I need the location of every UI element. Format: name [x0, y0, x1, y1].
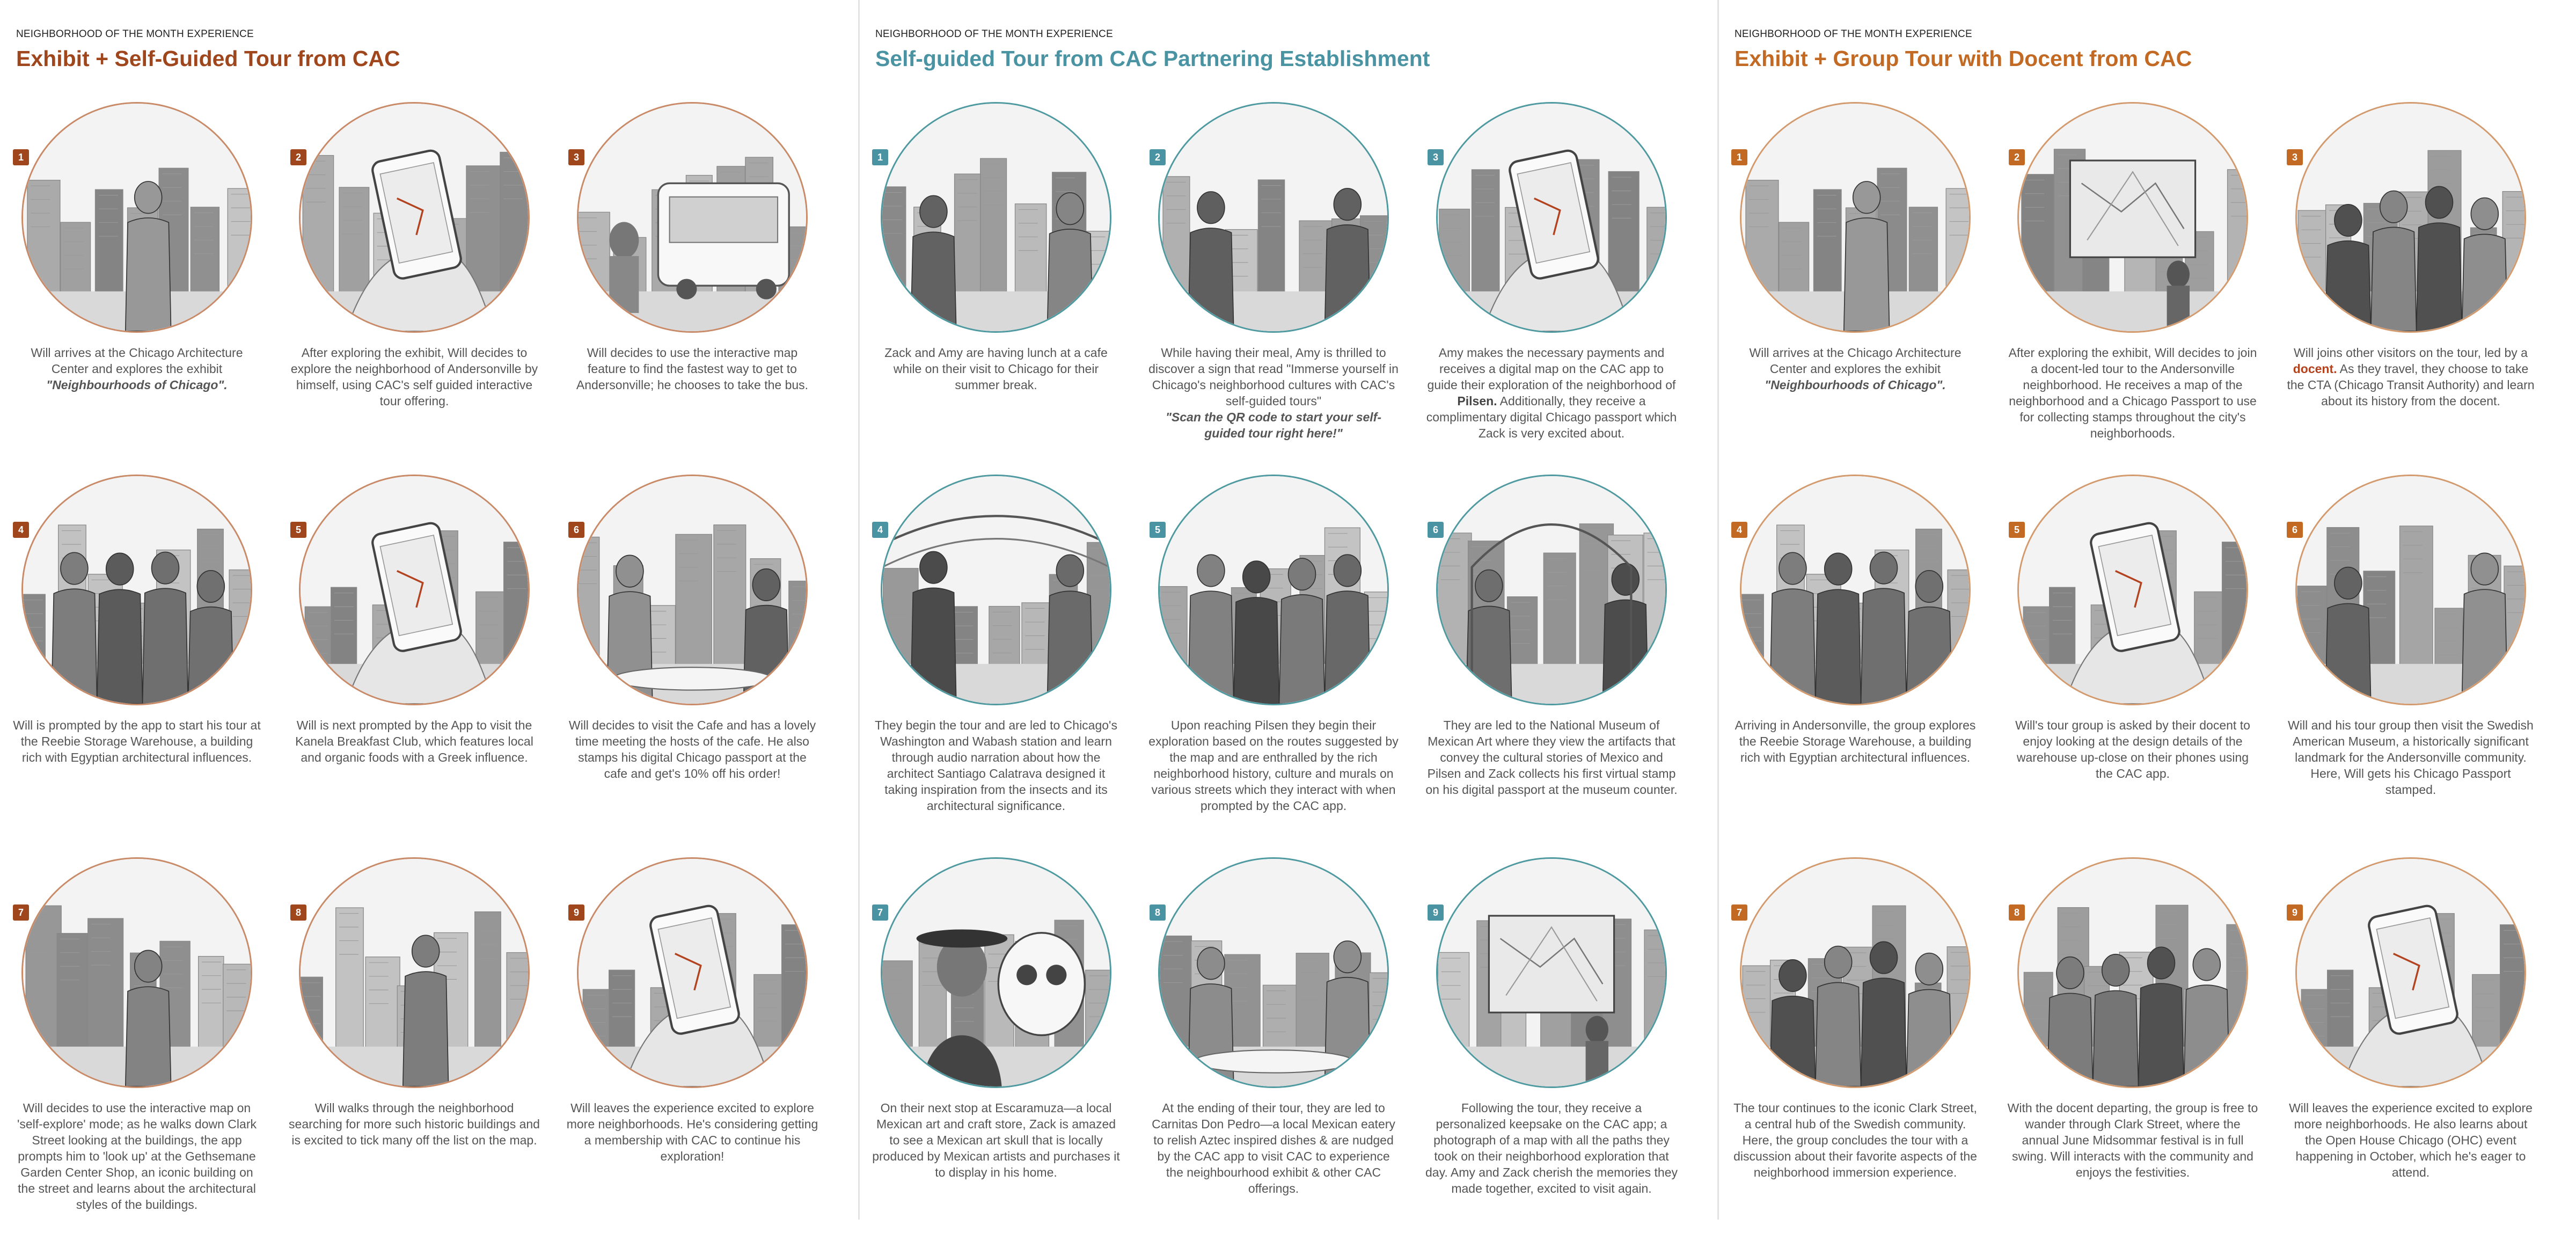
step-caption	[11, 345, 263, 393]
paper-map-icon	[2017, 102, 2248, 333]
story-step	[2007, 857, 2259, 1233]
step-number-badge: 9	[1428, 904, 1444, 921]
story-step	[870, 102, 1122, 478]
story-step	[1425, 102, 1678, 478]
story-step	[288, 102, 540, 478]
step-number-badge: 5	[1150, 522, 1166, 538]
step-number-badge: 8	[1150, 904, 1166, 921]
story-step	[11, 857, 263, 1233]
step-number-badge: 3	[2287, 149, 2303, 165]
step-number-badge: 4	[872, 522, 888, 538]
couple-city-icon	[1158, 102, 1389, 333]
caption-text-post: Additionally, they receive a complimentary digital Chicago passport which Zack is very excited about.	[1426, 394, 1677, 440]
skyline-icon	[881, 102, 1111, 333]
step-number-badge: 6	[2287, 522, 2303, 538]
houses-icon	[299, 857, 530, 1088]
boy-exhibit-icon	[1740, 102, 1971, 333]
phone-hand-icon	[2295, 857, 2526, 1088]
step-caption	[2007, 1100, 2259, 1180]
story-step	[11, 102, 263, 478]
caption-text: Will leaves the experience excited to explore more neighborhoods. He's considering getting a membership with CAC to continue his exploration!	[566, 1101, 818, 1163]
phone-map-icon	[299, 102, 530, 333]
group-icon	[2295, 102, 2526, 333]
caption-text: Will's tour group is asked by their docent to enjoy looking at the design details of the warehouse up-close on their phones using the CAC app.	[2015, 718, 2250, 780]
step-number-badge: 1	[13, 149, 29, 165]
group-icon	[1740, 857, 1971, 1088]
caption-text: After exploring the exhibit, Will decides to join a docent-led tour to the Andersonville neighborhood. He receives a map of the neighborhood and a Chicago Passport to use for collecting stamps throughout the city's neighborhoods.	[2008, 346, 2257, 440]
caption-text-post: As they travel, they choose to take the CTA (Chicago Transit Authority) and learn about its history from the docent.	[2287, 362, 2535, 408]
step-number-badge: 9	[568, 904, 584, 921]
caption-text: On their next stop at Escaramuza—a local Mexican art and craft store, Zack is amazed to see a Mexican art skull that is locally produced by Mexican artists and purchases it to display in his home.	[872, 1101, 1120, 1179]
step-number-badge: 5	[290, 522, 306, 538]
phone-couple-icon	[1436, 102, 1667, 333]
caption-text: Will and his tour group then visit the Swedish American Museum, a historically significant landmark for the Andersonville community. Here, Will gets his Chicago Passport stamped.	[2288, 718, 2534, 797]
story-step	[870, 475, 1122, 850]
scenario-panel-2	[859, 0, 1717, 1220]
story-step	[2007, 102, 2259, 478]
step-caption	[288, 345, 540, 409]
story-step	[1147, 475, 1400, 850]
boy-exhibit-icon	[21, 102, 252, 333]
step-number-badge: 8	[290, 904, 306, 921]
step-number-badge: 4	[13, 522, 29, 538]
step-number-badge: 7	[1731, 904, 1747, 921]
caption-text: Following the tour, they receive a personalized keepsake on the CAC app; a photograph of a map with all the paths they took on their neighborhood exploration that day. Amy and Zack cherish the memories they made together, excited to visit again.	[1425, 1101, 1678, 1195]
story-step	[2285, 857, 2537, 1233]
phone-hand-icon	[2017, 475, 2248, 705]
step-number-badge: 2	[290, 149, 306, 165]
step-caption	[2285, 717, 2537, 798]
story-step	[288, 857, 540, 1233]
step-caption	[1729, 717, 1981, 765]
caption-text: They are led to the National Museum of Mexican Art where they view the artifacts that convey the cultural stories of Mexico and Pilsen and Zack collects his first virtual stamp on his digital passport at the museum counter.	[1425, 718, 1678, 797]
step-number-badge: 2	[2009, 149, 2025, 165]
caption-text: Will decides to visit the Cafe and has a lovely time meeting the hosts of the cafe. He also stamps his digital Chicago passport at the cafe and get's 10% off his order!	[568, 718, 816, 780]
panel-eyebrow: NEIGHBORHOOD OF THE MONTH EXPERIENCE	[1735, 28, 1972, 40]
caption-text: Upon reaching Pilsen they begin their exploration based on the routes suggested by the map and are enthralled by the rich neighborhood history, culture and murals on various streets which they interact with when prompted by the CAC app.	[1148, 718, 1399, 813]
step-caption	[1729, 345, 1981, 393]
step-caption	[288, 1100, 540, 1148]
step-number-badge: 7	[13, 904, 29, 921]
caption-text: Will leaves the experience excited to explore more neighborhoods. He also learns about the Open House Chicago (OHC) event happening in October, which he's eager to attend.	[2289, 1101, 2533, 1179]
story-step	[1729, 102, 1981, 478]
caption-text: They begin the tour and are led to Chicago's Washington and Wabash station and learn through audio narration about how the architect Santiago Calatrava designed it taking inspiration from the insects and its architectural significance.	[875, 718, 1117, 813]
step-number-badge: 8	[2009, 904, 2025, 921]
map-frame-icon	[1436, 857, 1667, 1088]
step-number-badge: 5	[2009, 522, 2025, 538]
caption-text: Will decides to use the interactive map feature to find the fastest way to get to Andersonville; he chooses to take the bus.	[576, 346, 809, 392]
story-step	[1729, 857, 1981, 1233]
street-icon	[1740, 475, 1971, 705]
story-step	[1729, 475, 1981, 850]
caption-text: After exploring the exhibit, Will decides to explore the neighborhood of Andersonville by himself, using CAC's self guided interactive tour offering.	[290, 346, 538, 408]
step-number-badge: 4	[1731, 522, 1747, 538]
step-caption	[1425, 717, 1678, 798]
caption-text: Will arrives at the Chicago Architecture Center and explores the exhibit	[31, 346, 243, 376]
step-caption	[11, 1100, 263, 1213]
panel-title: Self-guided Tour from CAC Partnering Establishment	[875, 46, 1430, 71]
cafe-icon	[577, 475, 808, 705]
caption-text-pre: Amy makes the necessary payments and receives a digital map on the CAC app to guide their exploration of the neighborhood of	[1427, 346, 1676, 392]
step-caption	[1729, 1100, 1981, 1180]
step-number-badge: 6	[1428, 522, 1444, 538]
step-caption	[870, 345, 1122, 393]
step-number-badge: 7	[872, 904, 888, 921]
phone-hand-icon	[299, 475, 530, 705]
step-caption	[2285, 1100, 2537, 1180]
story-step	[566, 475, 818, 850]
caption-text: Will arrives at the Chicago Architecture Center and explores the exhibit	[1749, 346, 1962, 376]
caption-hl: docent.	[2293, 362, 2337, 376]
caption-text: Arriving in Andersonville, the group explores the Reebie Storage Warehouse, a building rich with Egyptian architectural influences.	[1735, 718, 1976, 764]
step-caption	[2007, 345, 2259, 441]
museum-icon	[1436, 475, 1667, 705]
caption-text: Will walks through the neighborhood searching for more such historic buildings and is excited to tick many off the list on the map.	[289, 1101, 540, 1147]
step-number-badge: 6	[568, 522, 584, 538]
step-caption	[1147, 1100, 1400, 1196]
step-number-badge: 9	[2287, 904, 2303, 921]
story-step	[870, 857, 1122, 1233]
shopfront-icon	[21, 857, 252, 1088]
caption-quote: "Neighbourhoods of Chicago".	[1765, 378, 1946, 392]
step-caption	[1147, 345, 1400, 441]
panel-title: Exhibit + Group Tour with Docent from CAC	[1735, 46, 2192, 71]
step-number-badge: 2	[1150, 149, 1166, 165]
caption-text-pre: Will joins other visitors on the tour, led by a	[2294, 346, 2528, 360]
caption-quote: "Neighbourhoods of Chicago".	[46, 378, 228, 392]
street-icon	[21, 475, 252, 705]
step-caption	[1425, 1100, 1678, 1196]
step-caption	[1147, 717, 1400, 814]
step-caption	[566, 717, 818, 782]
step-number-badge: 1	[872, 149, 888, 165]
scenario-panel-3	[1718, 0, 2576, 1220]
step-caption	[1425, 345, 1678, 441]
story-step	[1147, 857, 1400, 1233]
caption-text: Will decides to use the interactive map on 'self-explore' mode; as he walks down Clark Street looking at the buildings, the app prompts him to 'look up' at the Gethsemane Garden Center Shop, an iconic building on the street and learns about the architectural styles of the buildings.	[17, 1101, 257, 1212]
story-step	[2007, 475, 2259, 850]
step-caption	[870, 1100, 1122, 1180]
bus-icon	[577, 102, 808, 333]
story-step	[2285, 475, 2537, 850]
caption-text: The tour continues to the iconic Clark Street, a central hub of the Swedish community. Here, the group concludes the tour with a discussion about their favorite aspects of the neighborhood immersion experience.	[1733, 1101, 1977, 1179]
step-caption	[11, 717, 263, 765]
step-number-badge: 1	[1731, 149, 1747, 165]
dinner-icon	[1158, 857, 1389, 1088]
story-step	[1147, 102, 1400, 478]
stamp-icon	[2295, 475, 2526, 705]
caption-text: With the docent departing, the group is free to wander through Clark Street, where the annual June Midsommar festival is in full swing. Will interacts with the community and enjoys the festivities.	[2007, 1101, 2258, 1179]
step-caption	[870, 717, 1122, 814]
caption-quote: "Scan the QR code to start your self-guided tour right here!"	[1166, 410, 1381, 440]
caption-text: Will is prompted by the app to start his tour at the Reebie Storage Warehouse, a building rich with Egyptian architectural influences.	[13, 718, 261, 764]
story-step	[1425, 857, 1678, 1233]
panel-eyebrow: NEIGHBORHOOD OF THE MONTH EXPERIENCE	[16, 28, 254, 40]
step-caption	[2007, 717, 2259, 782]
story-step	[11, 475, 263, 850]
step-caption	[2285, 345, 2537, 409]
caption-text: Will is next prompted by the App to visit the Kanela Breakfast Club, which features local and organic foods with a Greek influence.	[295, 718, 533, 764]
step-number-badge: 3	[568, 149, 584, 165]
panel-eyebrow: NEIGHBORHOOD OF THE MONTH EXPERIENCE	[875, 28, 1113, 40]
step-caption	[288, 717, 540, 765]
phone-hand-icon	[577, 857, 808, 1088]
panel-title: Exhibit + Self-Guided Tour from CAC	[16, 46, 400, 71]
caption-text: While having their meal, Amy is thrilled to discover a sign that read "Immerse yourself in Chicago's neighborhood cultures with CAC's self-guided tours"	[1148, 346, 1399, 408]
caption-text: At the ending of their tour, they are led to Carnitas Don Pedro—a local Mexican eatery to relish Aztec inspired dishes & are nudged by the CAC app to visit CAC to experience the neighbourhood exhibit & other CAC offerings.	[1152, 1101, 1395, 1195]
couple-street-icon	[1158, 475, 1389, 705]
step-number-badge: 3	[1428, 149, 1444, 165]
caption-text: Zack and Amy are having lunch at a cafe while on their visit to Chicago for their summer break.	[884, 346, 1108, 392]
story-step	[2285, 102, 2537, 478]
skull-icon	[881, 857, 1111, 1088]
festival-icon	[2017, 857, 2248, 1088]
story-step	[566, 857, 818, 1233]
step-caption	[566, 345, 818, 393]
step-caption	[566, 1100, 818, 1164]
story-step	[288, 475, 540, 850]
story-step	[1425, 475, 1678, 850]
story-step	[566, 102, 818, 478]
station-icon	[881, 475, 1111, 705]
caption-bold: Pilsen.	[1457, 394, 1497, 408]
scenario-panel-1	[0, 0, 858, 1220]
